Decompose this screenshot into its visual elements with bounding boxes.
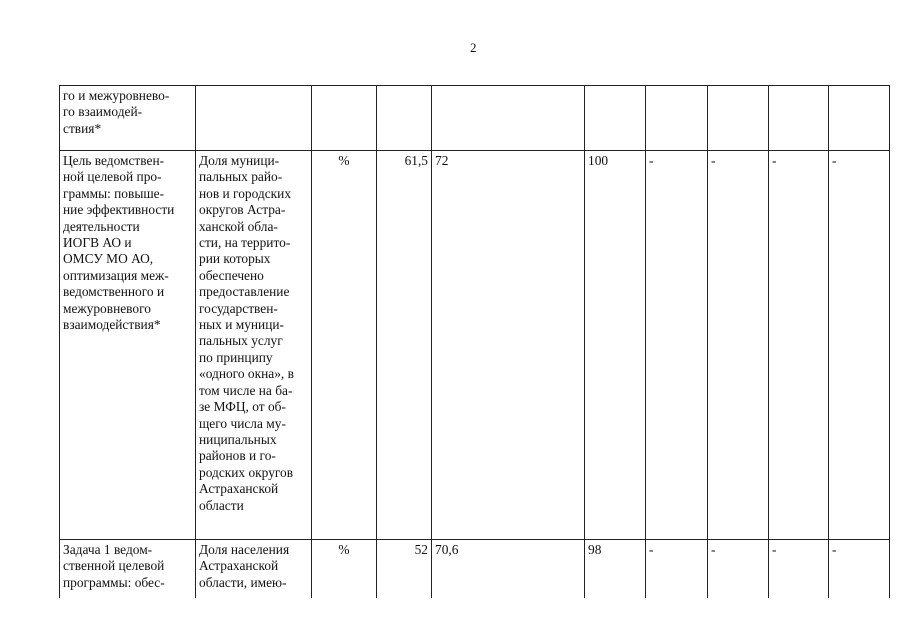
cell-line: районов и го- — [199, 448, 276, 464]
cell-line: взаимодействия* — [63, 317, 161, 333]
cell-line: ведомственного и — [63, 284, 165, 300]
page-cutoff — [0, 598, 905, 640]
cell-line: ной целевой про- — [63, 169, 162, 185]
cell-line: ИОГВ АО и — [63, 235, 132, 251]
indicators-table — [59, 85, 890, 604]
cell-line: межуровневого — [63, 300, 151, 316]
value-cell-2: 70,6 — [432, 540, 585, 605]
cell-line: предоставление — [199, 284, 290, 300]
value-cell-3 — [585, 86, 646, 151]
value-cell-2: 72 — [432, 151, 585, 540]
indicator-cell — [196, 151, 312, 540]
table-row — [60, 86, 890, 151]
cell-line: округов Астра- — [199, 202, 286, 218]
cell-line: зе МФЦ, от об- — [199, 399, 286, 415]
table-body — [60, 86, 890, 605]
value-cell-6: - — [769, 151, 829, 540]
value-cell-4: - — [646, 151, 708, 540]
cell-line: ние эффективности — [63, 202, 175, 218]
cell-line: области — [199, 497, 244, 513]
cell-line: ствия* — [63, 120, 102, 136]
cell-line: ханской обла- — [199, 218, 278, 234]
unit-cell — [312, 86, 377, 151]
cell-line: пальных райо- — [199, 169, 283, 185]
value-cell-1 — [377, 86, 432, 151]
cell-line: граммы: повыше- — [63, 185, 165, 201]
value-cell-5: - — [708, 151, 769, 540]
value-cell-2 — [432, 86, 585, 151]
cell-line: Астраханской — [199, 558, 279, 574]
value-cell-4 — [646, 86, 708, 151]
cell-line: программы: обес- — [63, 574, 165, 590]
cell-line: том числе на ба- — [199, 382, 293, 398]
unit-cell: % — [312, 151, 377, 540]
cell-line: ниципальных — [199, 431, 277, 447]
cell-line: области, имею- — [199, 574, 287, 590]
value-cell-7: - — [829, 151, 890, 540]
value-cell-3: 100 — [585, 151, 646, 540]
value-cell-6 — [769, 86, 829, 151]
cell-line: обеспечено — [199, 267, 264, 283]
cell-line: Цель ведомствен- — [63, 153, 165, 168]
goal-cell — [60, 540, 196, 605]
value-cell-1: 52 — [377, 540, 432, 605]
goal-cell — [60, 151, 196, 540]
cell-line: оптимизация меж- — [63, 267, 169, 283]
table-row — [60, 151, 890, 540]
cell-line: сти, на террито- — [199, 235, 291, 251]
cell-line: ОМСУ МО АО, — [63, 251, 154, 267]
cell-line: го взаимодей- — [63, 104, 143, 120]
cell-line: Задача 1 ведом- — [63, 542, 153, 557]
cell-line: ных и муници- — [199, 317, 285, 333]
value-cell-7: - — [829, 540, 890, 605]
page-number: 2 — [470, 40, 477, 55]
cell-line: «одного окна», в — [199, 366, 294, 382]
value-cell-4: - — [646, 540, 708, 605]
value-cell-1: 61,5 — [377, 151, 432, 540]
cell-line: нов и городских — [199, 185, 292, 201]
cell-line: го и межуровнево- — [63, 88, 170, 103]
cell-line: Доля населения — [199, 542, 290, 557]
value-cell-3: 98 — [585, 540, 646, 605]
cell-line: Доля муници- — [199, 153, 280, 168]
table-row — [60, 540, 890, 605]
value-cell-5: - — [708, 540, 769, 605]
indicator-cell — [196, 540, 312, 605]
cell-line: родских округов — [199, 464, 294, 480]
cell-line: ственной целевой — [63, 558, 165, 574]
goal-cell — [60, 86, 196, 151]
cell-line: пальных услуг — [199, 333, 283, 349]
cell-line: рии которых — [199, 251, 271, 267]
unit-cell: % — [312, 540, 377, 605]
value-cell-6: - — [769, 540, 829, 605]
indicator-cell — [196, 86, 312, 151]
cell-line: по принципу — [199, 349, 273, 365]
cell-line: щего числа му- — [199, 415, 286, 431]
value-cell-7 — [829, 86, 890, 151]
cell-line: Астраханской — [199, 481, 279, 497]
cell-line: деятельности — [63, 218, 140, 234]
cell-line: государствен- — [199, 300, 278, 316]
value-cell-5 — [708, 86, 769, 151]
